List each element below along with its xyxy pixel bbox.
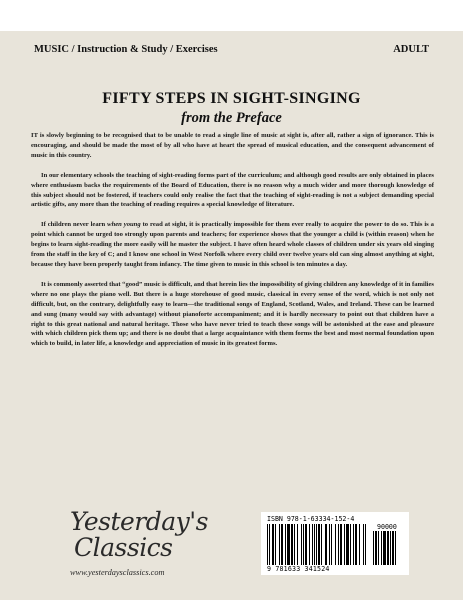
barcode-bar [312,524,313,565]
barcode-bar [381,531,382,565]
barcode-bar [359,524,360,565]
publisher-logo [70,507,220,583]
barcode-bar [305,524,307,565]
barcode-bar [309,524,310,565]
preface-text [31,131,434,359]
barcode-bar [279,524,280,565]
barcode-bar [392,531,394,565]
barcode-bar [272,524,274,565]
barcode-bar [314,524,315,565]
book-subtitle: from the Preface [181,110,282,126]
book-title: FIFTY STEPS IN SIGHT-SINGING [102,90,361,107]
barcode-bar [329,524,330,565]
price-code: 90000 [377,523,397,531]
barcode-bar [387,531,389,565]
supplement-barcode-bars [373,531,403,565]
barcode-bar [269,524,270,565]
audience-label: ADULT [393,44,429,55]
barcode-bar [395,531,396,565]
barcode-bar [353,524,354,565]
preface-p3-emphasis: when young [107,221,141,229]
isbn-barcode [261,512,409,575]
barcode-bar [344,524,345,565]
barcode-bar [301,524,302,565]
category-label: MUSIC / Instruction & Study / Exercises [34,44,218,55]
barcode-bar [346,524,349,565]
barcode-bar [316,524,317,565]
barcode-bar [321,524,322,565]
barcode-bar [338,524,339,565]
preface-p3-end: to read at sight, it is practically impossible for them ever really to acquire the power to do so. This is a point which cannot be urged too strongly upon parents and teachers; for experience shows that the younger a child is (within reason) when he begins to learn sight-reading the more easily will he master the subject. I have often heard whole classes of children under six years old singing from the staff in the key of C; and I know one school in West Norfolk where every child over twelve years old can sing almost anything at sight, because they have been properly taught from infancy. The time given to music in this school is ten minutes a day. [31,221,434,268]
preface-p3-start: If children never learn [41,221,108,229]
preface-paragraph-1: IT is slowly beginning to be recognised that to be unable to read a single line of music at sight is, after all, rather a sign of ignorance. This is encouraging, and should be made the most of by all who have at heart the spread of musical education, and the consequent advancement of music in this country. [31,132,434,159]
barcode-bar [275,524,276,565]
barcode-bar [365,524,366,565]
barcode-bar [340,524,342,565]
barcode-bar [350,524,351,565]
barcode-bar [325,524,327,565]
barcode-bar [355,524,357,565]
preface-paragraph-2: In our elementary schools the teaching of sight-reading forms part of the curriculum; and although good results are only obtained in places where enthusiasm backs the requirements of the Board of Education, there is no reason why a much wider and more thorough knowledge of this subject should not be fostered, if teachers could only realise the fact that the teaching of sight-reading is not a subject demanding special artistic gifts, any more than the teaching of reading requires a special knowledge of literature. [31,171,434,209]
barcode-bar [373,531,374,565]
barcode-bar [331,524,332,565]
barcode-bar [375,531,377,565]
publisher-logo-line1: Yesterday's [70,507,208,536]
barcode-bar [303,524,304,565]
barcode-bar [287,524,290,565]
isbn-text: ISBN 978-1-63334-152-4 [267,515,355,523]
barcode-digits: 9 781633 341524 [267,565,330,573]
barcode-bar [390,531,391,565]
barcode-bar [285,524,286,565]
publisher-logo-line2: Classics [74,533,173,562]
barcode-bar [363,524,364,565]
barcode-bar [297,524,298,565]
barcode-bar [281,524,283,565]
barcode-bar [318,524,320,565]
barcode-bars [267,524,371,565]
barcode-bar [335,524,336,565]
barcode-bar [291,524,293,565]
preface-paragraph-4: It is commonly asserted that “good” music is difficult, and that herein lies the impossibility of giving children any knowledge of it in families where no one plays the piano well. But there is a huge storehouse of good music, classical in every sense of the word, which is not only not difficult, but, on the contrary, delightfully easy to learn—the traditional songs of England, Scotland, Wales, and Ireland. These can be learned and sung (many would say with advantage) without pianoforte accompaniment; and it is hardly necessary to point out that children have a right to this great national and natural heritage. Those who have never tried to teach these songs will be astonished at the ease and pleasure with which children pick them up; and there is no doubt that a large acquaintance with them forms the best and most normal foundation upon which to build, in later life, a knowledge and appreciation of music in its greatest forms. [31,280,434,348]
barcode-bar [267,524,268,565]
top-margin [0,0,463,31]
publisher-url: www.yesterdaysclassics.com [70,568,165,577]
barcode-bar [378,531,379,565]
barcode-bar [294,524,295,565]
barcode-bar [383,531,386,565]
preface-paragraph-3 [31,220,434,270]
